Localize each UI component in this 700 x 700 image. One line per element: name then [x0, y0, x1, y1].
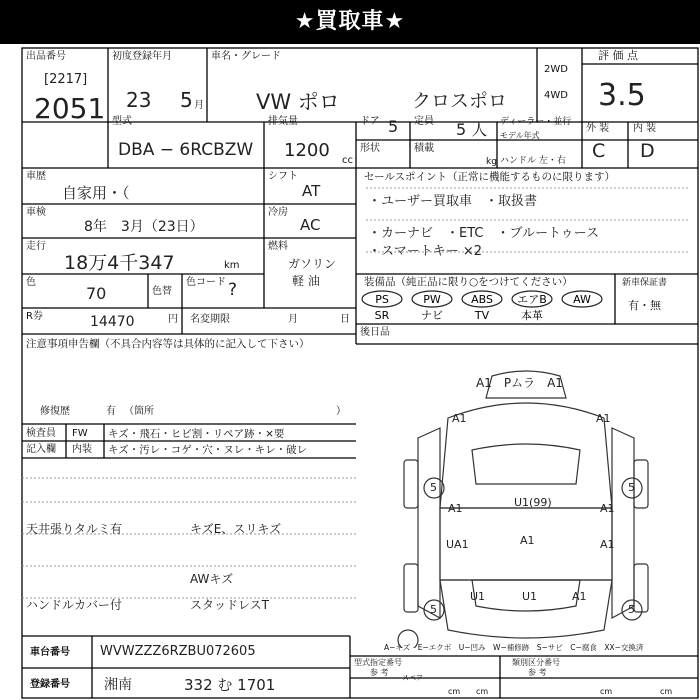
equipment-list [356, 288, 616, 324]
fuel-gasoline: ガソリン [288, 257, 337, 271]
sales-point-2: ・カーナビ ・ETC ・ブルートゥース [368, 226, 599, 241]
car-name: VW ポロ [256, 90, 340, 114]
lot-number-label: 出品番号 [26, 51, 66, 62]
trunk-outline [440, 580, 612, 638]
new-car-warranty-label: 新車保証書 [622, 278, 668, 288]
mileage-value: 18万4千347 [64, 252, 175, 274]
equipment-item: 本革 [521, 309, 543, 322]
month-label: 月 [288, 314, 298, 325]
equipment-item: ABS [471, 293, 493, 306]
diagram-5-b: 5 [628, 481, 635, 494]
later-items-label: 後日品 [360, 327, 390, 338]
repair-place-label: （箇所 [124, 406, 154, 417]
history-label: 車歴 [26, 171, 46, 182]
recycle-label: R券 [26, 311, 43, 322]
capacity-value: 5 人 [456, 120, 488, 139]
diagram-u1-a: U1 [470, 590, 486, 603]
registration-number-label: 登録番号 [30, 679, 70, 690]
diagram-a1-b: A1 [596, 412, 611, 425]
page-banner: ★買取車★ [0, 0, 700, 44]
reference-label-1: 参 考 [370, 668, 389, 677]
equipment-item: AW [573, 293, 591, 306]
doors-label: ドア [360, 116, 380, 127]
grade: クロスポロ [412, 90, 508, 112]
diagram-a1-d: A1 [600, 502, 615, 515]
registration-month-unit: 月 [194, 100, 204, 111]
kg-label: kg [486, 157, 497, 167]
auction-sheet [0, 44, 700, 700]
equipment-item: エアB [517, 293, 547, 306]
chassis-number-label: 車台番号 [30, 647, 70, 658]
diagram-5-c: 5 [430, 603, 437, 616]
drive-4wd-label: 4WD [544, 90, 568, 101]
registration-year: 23 [126, 88, 152, 112]
shape-label: 形状 [360, 143, 380, 154]
left-side-outline [418, 428, 440, 618]
diagram-a1-a: A1 [452, 412, 467, 425]
km-label: km [224, 260, 240, 271]
cm-2: cm [476, 687, 489, 696]
diagram-5-d: 5 [628, 603, 635, 616]
left-front-wheel [404, 460, 418, 508]
diagram-a1-c: A1 [448, 502, 463, 515]
fuel-diesel: 軽 油 [292, 274, 320, 288]
diagram-u1-b: U1 [522, 590, 538, 603]
note-right-1: キズE、スリキズ [190, 522, 282, 536]
note-left-2: ハンドルカバー付 [26, 598, 123, 612]
notes-label: 注意事項申告欄（不具合内容等は具体的に記入して下さい） [26, 338, 310, 350]
class-number-label: 類別区分番号 [512, 658, 560, 667]
interior-row-label: 内装 [72, 444, 92, 455]
fuel-label: 燃料 [268, 241, 288, 252]
history-value: 自家用・（ [62, 184, 130, 202]
right-side-outline [612, 428, 634, 618]
repair-close: ） [336, 406, 346, 417]
note-right-3: スタッドレスT [190, 598, 269, 612]
registration-area: 湘南 [104, 677, 132, 693]
handle-label: ハンドル 左・右 [500, 156, 566, 166]
evaluation-label: 評 価 点 [598, 49, 638, 62]
color-code-value: ? [228, 280, 238, 300]
model-label: 型式 [112, 116, 132, 127]
left-rear-wheel [404, 564, 418, 612]
inspection-value: 8年 3月（23日） [84, 219, 204, 235]
shift-value: AT [302, 182, 321, 200]
repair-yes: 有 [106, 406, 116, 417]
equipment-item: PW [423, 293, 441, 306]
sales-point-3: ・スマートキー ×2 [368, 244, 483, 259]
sales-points-label: セールスポイント（正常に機能するものに限ります） [364, 171, 616, 183]
ac-value: AC [300, 216, 321, 234]
diagram-5-a: 5 [430, 481, 437, 494]
cm-3: cm [600, 687, 613, 696]
displacement-value: 1200 [284, 140, 330, 161]
inspection-label: 車検 [26, 207, 46, 218]
equipment-item: SR [374, 309, 390, 322]
recycle-value: 14470 [90, 314, 135, 330]
lot-number: 2051 [34, 92, 106, 125]
cm-1: cm [448, 687, 461, 696]
fw-label: FW [72, 428, 88, 439]
diagram-ua1: UA1 [446, 538, 469, 551]
interior-label: 内 装 [633, 123, 657, 134]
model-code: DBA − 6RCBZW [118, 140, 254, 160]
diagram-u1-roof: U1(99) [514, 496, 552, 509]
diagram-top-marks: A1 Pムラ A1 [476, 376, 563, 390]
diagram-a1-e: A1 [600, 538, 615, 551]
reference-label-2: 参 考 [528, 668, 547, 677]
damage-legend: A−キズ E−エクボ U−凹み W−補修跡 S−サビ C−腐食 XX−交換済 [384, 643, 644, 652]
exterior-grade: C [592, 140, 606, 162]
capacity-label: 定員 [414, 116, 434, 127]
cc-label: cc [342, 155, 353, 166]
sales-point-1: ・ユーザー買取車 ・取扱書 [368, 194, 538, 209]
lot-code: [2217] [44, 72, 88, 87]
equipment-item: TV [474, 309, 490, 322]
diagram-a1-g: A1 [520, 534, 535, 547]
day-label: 日 [340, 314, 350, 325]
cm-4: cm [660, 687, 673, 696]
color-change-label: 色替 [152, 286, 172, 297]
shift-label: シフト [268, 171, 298, 182]
spare-label: スペア [402, 674, 423, 682]
chassis-number: WVWZZZ6RZBU072605 [100, 644, 256, 659]
evaluation-score: 3.5 [598, 78, 646, 113]
interior-grade: D [640, 140, 655, 162]
model-year-label: モデル年式 [500, 131, 540, 140]
note-right-2: AWキズ [190, 572, 234, 586]
inspector-label: 検査員 [26, 428, 56, 439]
first-registration-label: 初度登録年月 [112, 51, 172, 62]
equipment-item: PS [375, 293, 389, 306]
note-left-1: 天井張りタルミ有 [26, 522, 123, 536]
repair-history-label: 修復歴 [40, 406, 70, 417]
exterior-label: 外 装 [586, 123, 610, 134]
entry-label: 記入欄 [26, 444, 56, 455]
equipment-label: 装備品（純正品に限り○をつけてください） [364, 276, 573, 288]
color-code-label: 色コード [186, 277, 226, 288]
name-change-label: 名変期限 [190, 314, 230, 325]
color-label: 色 [26, 277, 36, 288]
warranty-value: 有・無 [628, 299, 661, 312]
drive-2wd-label: 2WD [544, 64, 568, 75]
dealer-label: ディーラー・並行 [500, 117, 572, 127]
windshield-outline [472, 444, 580, 484]
color-value: 70 [86, 284, 107, 303]
registration-month: 5 [180, 88, 193, 112]
diagram-a1-f: A1 [572, 590, 587, 603]
equipment-item: ナビ [421, 309, 443, 322]
type-number-label: 型式指定番号 [354, 658, 402, 667]
mileage-label: 走行 [26, 241, 46, 252]
spare-tire [398, 630, 418, 648]
doors-value: 5 [388, 117, 399, 136]
ac-label: 冷房 [268, 207, 288, 218]
load-label: 積載 [414, 143, 434, 154]
displacement-label: 排気量 [268, 116, 298, 127]
car-name-label: 車名・グレード [211, 51, 281, 62]
registration-number: 332 む 1701 [184, 676, 276, 694]
interior-damage-row: キズ・汚レ・コゲ・穴・ヌレ・キレ・破レ [108, 444, 308, 456]
exterior-damage-row: キズ・飛石・ヒビ割・リペア跡・×要 [108, 428, 285, 440]
yen-label: 円 [168, 314, 178, 325]
